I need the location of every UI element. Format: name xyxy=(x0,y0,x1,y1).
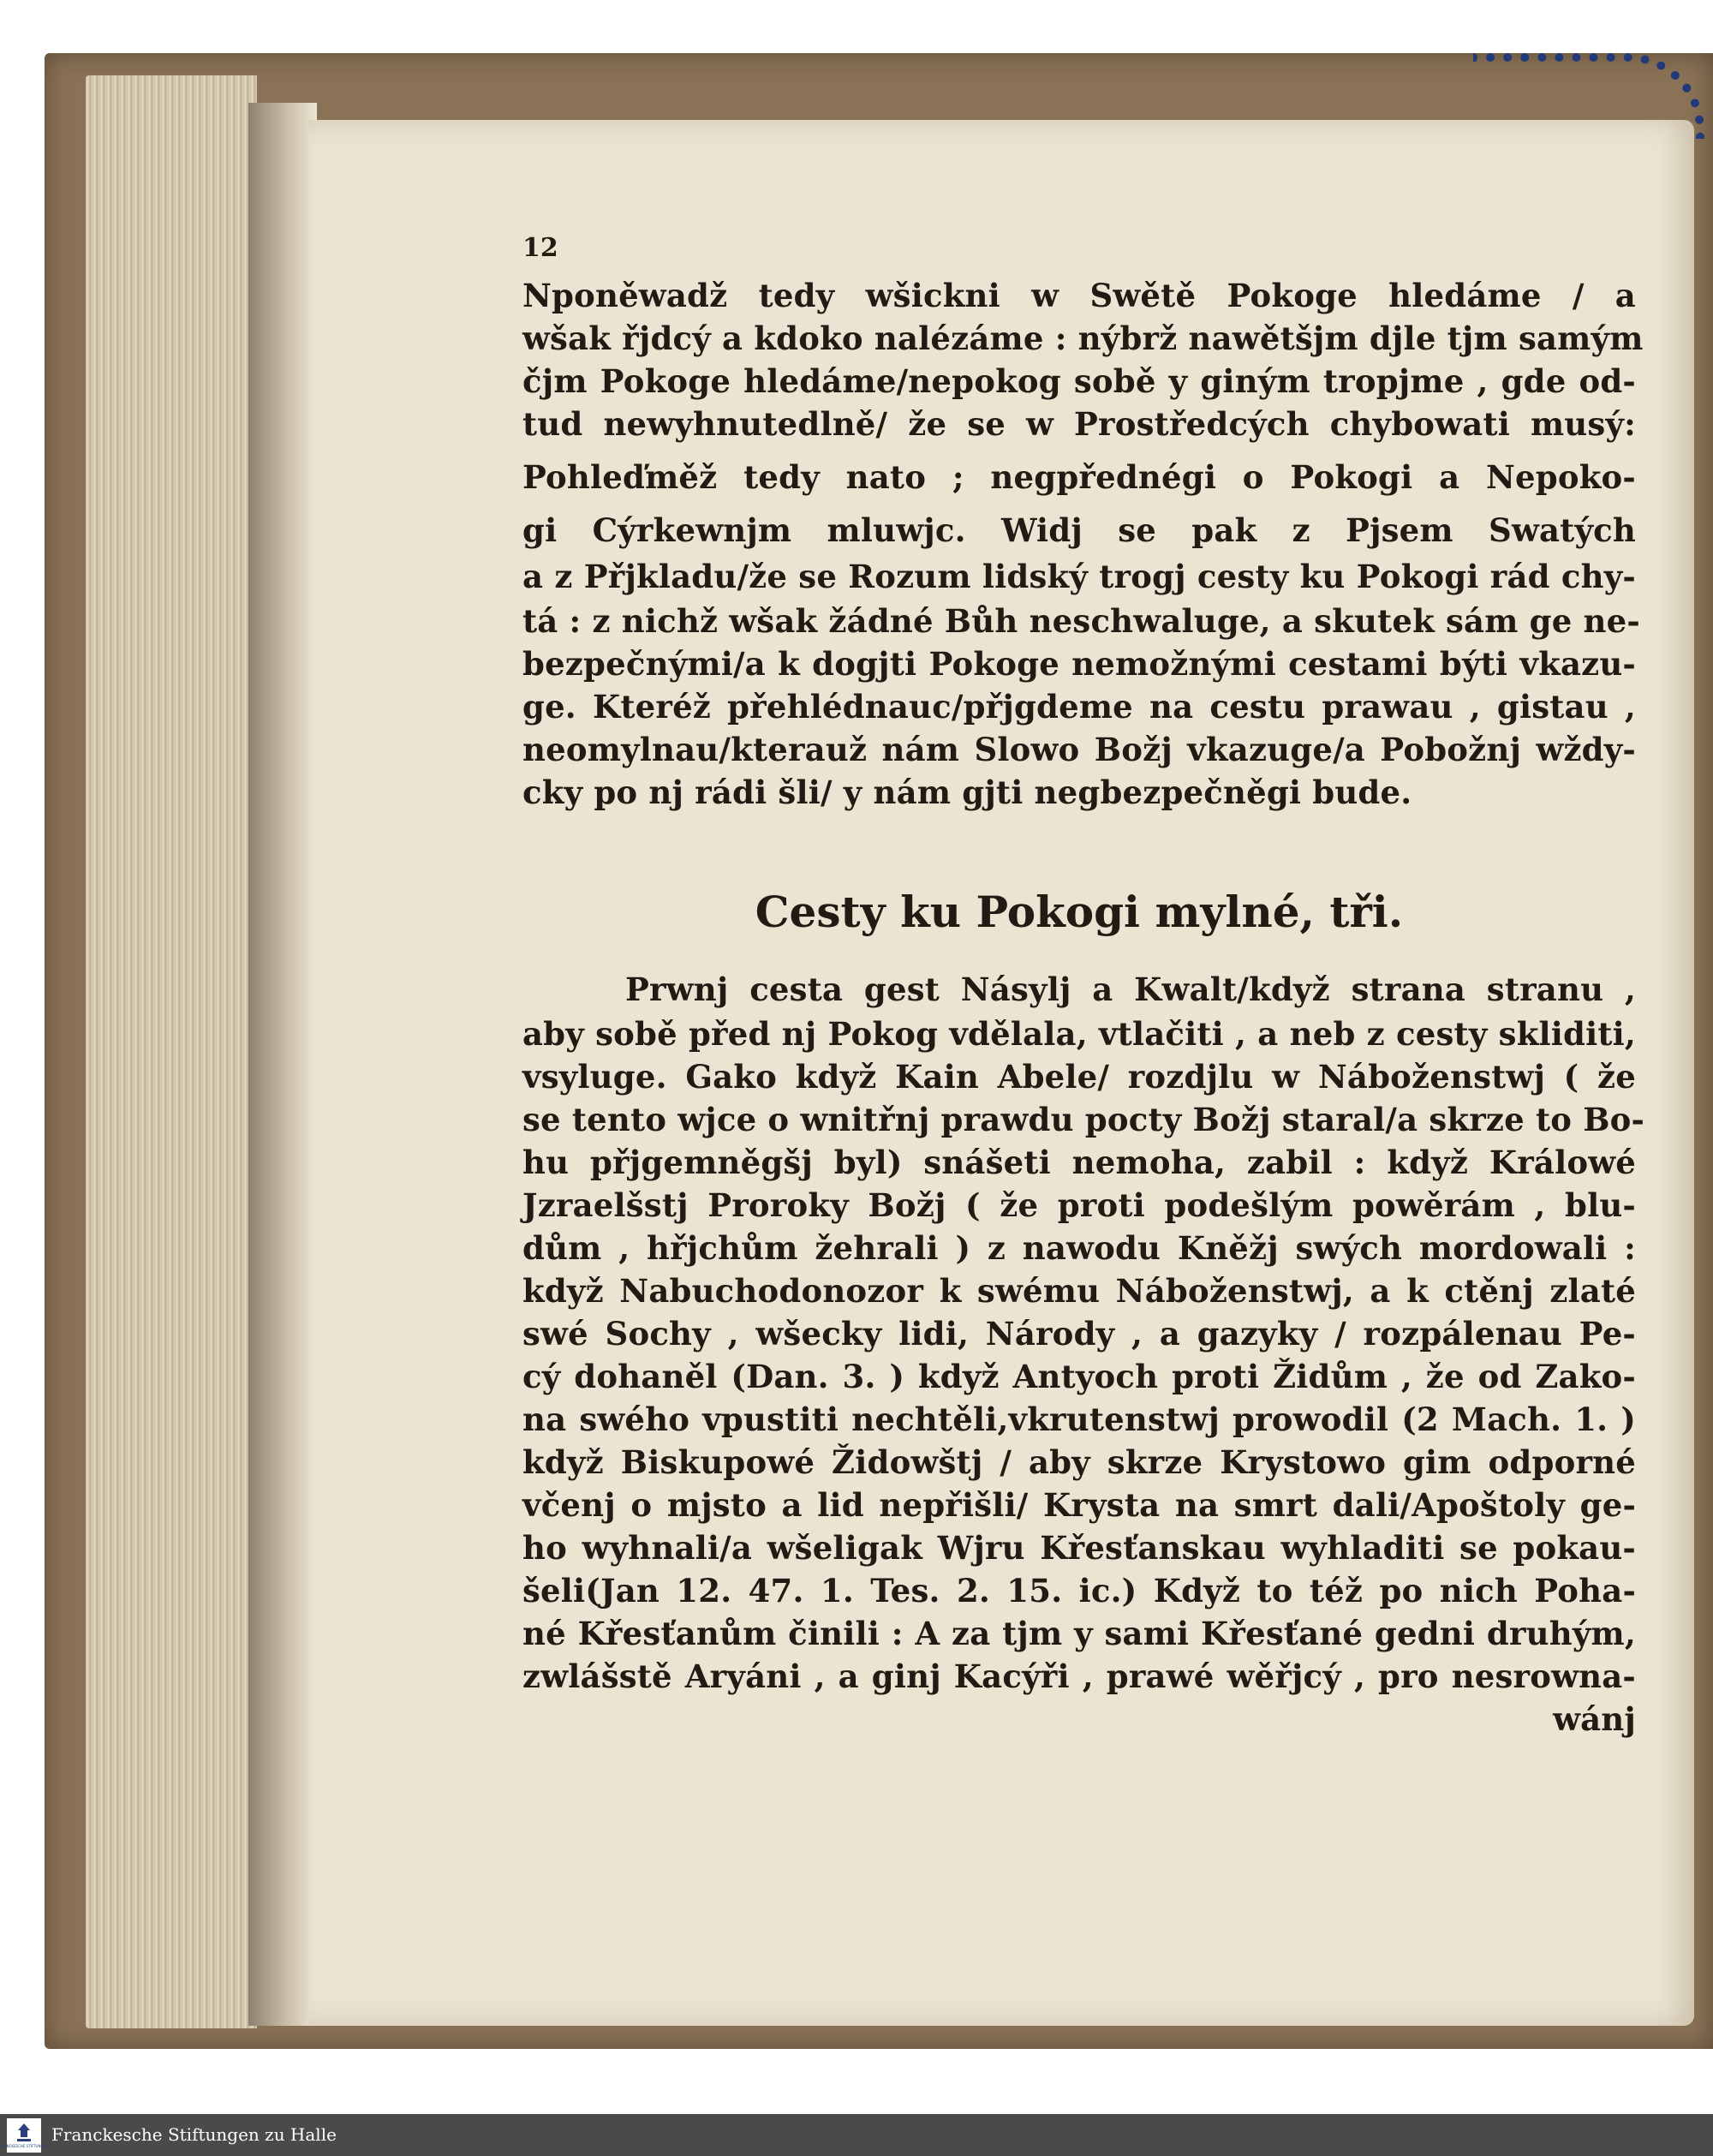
text-line: Pohleďměž tedy nato ; negpřednégi o Pokogi a Nepoko- xyxy=(522,458,1636,496)
foundation-logo-icon xyxy=(0,2118,49,2153)
text-line: včenj o mjsto a lid nepřišli/ Krysta na smrt dali/Apoštoly ge- xyxy=(522,1486,1636,1524)
footer-institution-name: Franckesche Stiftungen zu Halle xyxy=(51,2124,337,2145)
text-line: Prwnj cesta gest Násylj a Kwalt/když strana stranu , xyxy=(625,970,1636,1008)
text-line: ge. Kteréž přehlédnauc/přjgdeme na cestu prawau , gistau , xyxy=(522,688,1636,726)
text-line: tá : z nichž wšak žádné Bůh neschwaluge, a skutek sám ge ne- xyxy=(522,602,1640,640)
text-line: cky po nj rádi šli/ y nám gjti negbezpečněgi bude. xyxy=(522,773,1412,811)
text-line: a z Přjkladu/že se Rozum lidský trogj cesty ku Pokogi rád chy- xyxy=(522,558,1636,595)
text-line: cý dohaněl (Dan. 3. ) když Antyoch proti Židům , že od Zako- xyxy=(522,1358,1636,1395)
page-gutter xyxy=(248,103,317,2026)
text-line: zwlášstě Aryáni , a ginj Kacýři , prawé wěřjcý , pro nesrowna- xyxy=(522,1657,1636,1695)
page-number: 12 xyxy=(522,233,558,263)
text-line: aby sobě před nj Pokog vdělala, vtlačiti , a neb z cesty skliditi, xyxy=(522,1015,1636,1053)
text-line: tud newyhnutedlně/ že se w Prostředcých chybowati musý: xyxy=(522,405,1636,443)
text-line: dům , hřjchům žehrali ) z nawodu Kněžj swých mordowali : xyxy=(522,1229,1636,1267)
text-line: hu přjgemněgšj byl) snášeti nemoha, zabil : když Králowé xyxy=(522,1144,1636,1181)
page-edges xyxy=(86,75,257,2028)
footer-bar xyxy=(0,2114,1713,2156)
text-line: bezpečnými/a k dogjti Pokoge nemožnými cestami býti vkazu- xyxy=(522,645,1636,683)
text-line: Nponěwadž tedy wšickni w Swětě Pokoge hledáme / a xyxy=(522,277,1636,314)
catchword: wánj xyxy=(1553,1700,1636,1738)
section-heading: Cesty ku Pokogi mylné, tři. xyxy=(755,887,1404,937)
text-line: čjm Pokoge hledáme/nepokog sobě y giným tropjme , gde od- xyxy=(522,362,1636,400)
foundation-logo xyxy=(0,2118,49,2153)
text-line: se tento wjce o wnitřnj prawdu pocty Božj staral/a skrze to Bo- xyxy=(522,1101,1645,1138)
text-line: když Biskupowé Židowštj / aby skrze Krystowo gim odporné xyxy=(522,1443,1636,1481)
bookmark-ribbon xyxy=(1473,53,1704,139)
text-line: když Nabuchodonozor k swému Náboženstwj, a k ctěnj zlaté xyxy=(522,1272,1636,1310)
text-line: né Křesťanům činili : A za tjm y sami Křesťané gedni druhým, xyxy=(522,1615,1636,1652)
text-line: ho wyhnali/a wšeligak Wjru Křesťanskau wyhladiti se pokau- xyxy=(522,1529,1636,1567)
text-line: swé Sochy , wšecky lidi, Národy , a gazyky / rozpálenau Pe- xyxy=(522,1315,1636,1353)
text-line: neomylnau/kterauž nám Slowo Božj vkazuge/a Pobožnj wždy- xyxy=(522,731,1636,768)
text-line: šeli(Jan 12. 47. 1. Tes. 2. 15. ic.) Když to též po nich Poha- xyxy=(522,1572,1636,1610)
text-line: vsyluge. Gako když Kain Abele/ rozdjlu w Náboženstwj ( že xyxy=(522,1058,1636,1096)
svg-text:FRANCKESCHE STIFTUNGEN: FRANCKESCHE STIFTUNGEN xyxy=(0,2144,49,2148)
text-line: na swého vpustiti nechtěli,vkrutenstwj prowodil (2 Mach. 1. ) xyxy=(522,1401,1636,1438)
text-line: gi Cýrkewnjm mluwjc. Widj se pak z Pjsem Swatých xyxy=(522,511,1636,549)
text-line: wšak řjdcý a kdoko nalézáme : nýbrž nawětšjm djle tjm samým xyxy=(522,320,1644,357)
text-line: Jzraelšstj Proroky Božj ( že proti podešlým powěrám , blu- xyxy=(522,1186,1636,1224)
